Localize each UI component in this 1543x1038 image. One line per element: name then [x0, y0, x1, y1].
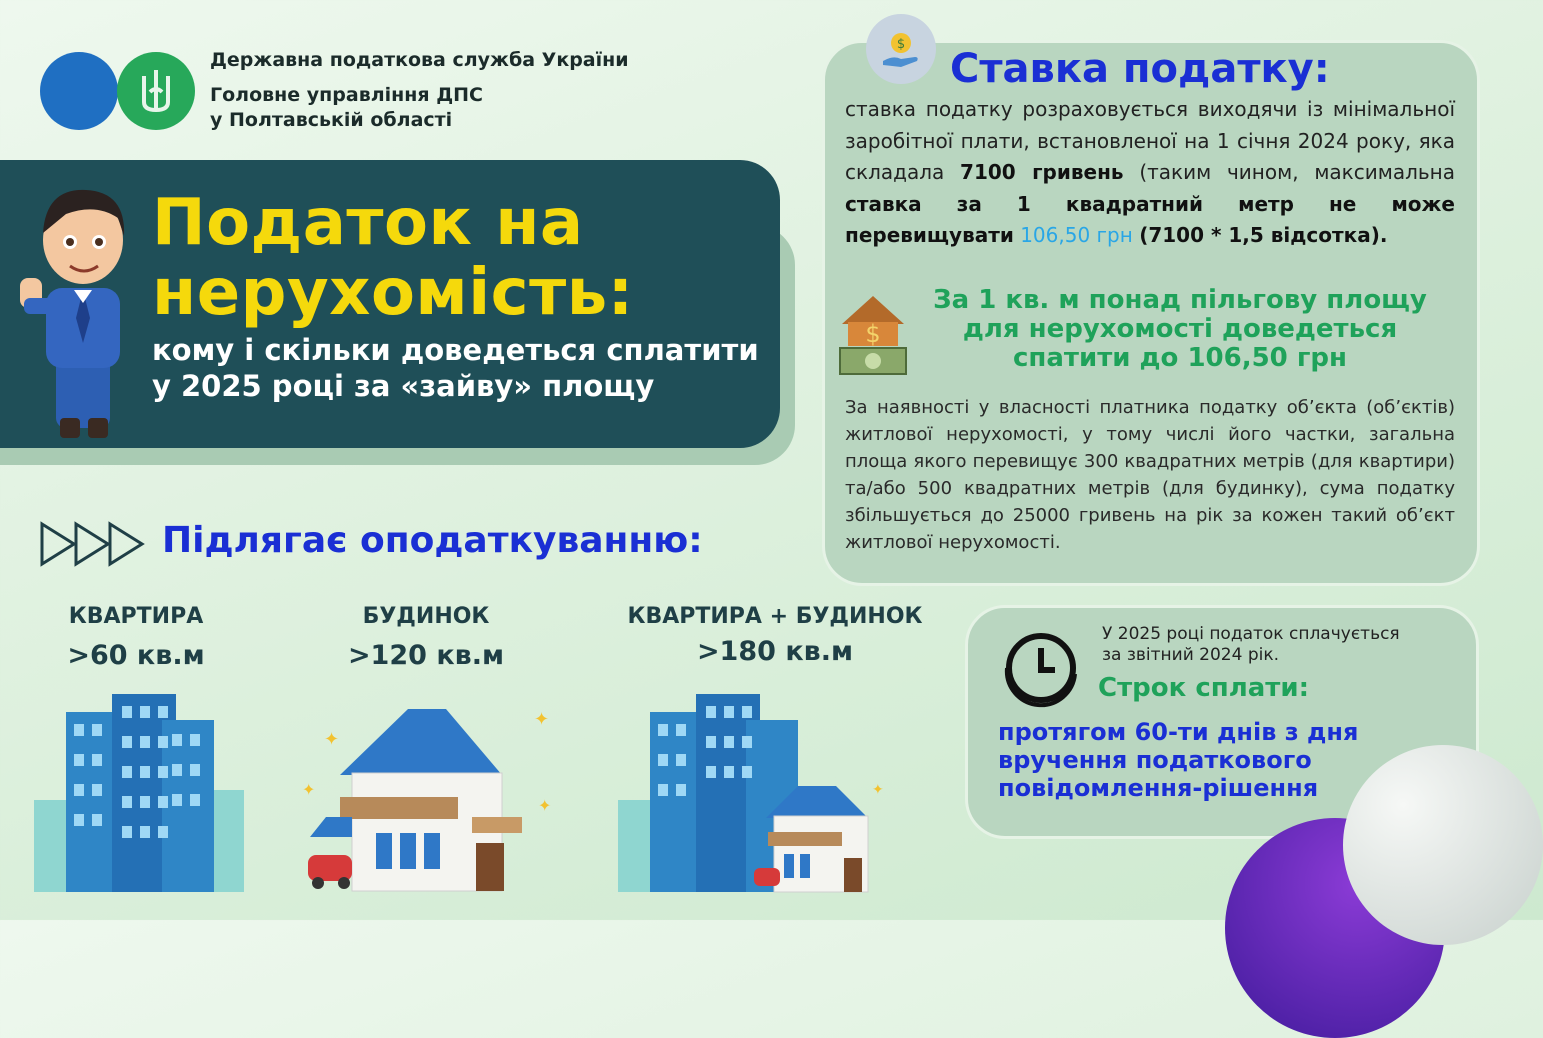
- svg-text:✦: ✦: [538, 796, 552, 815]
- rate-text-part-2: (таким чином, максимальна: [1139, 160, 1455, 184]
- deadline-text: [998, 718, 1358, 802]
- rate-max-value: 106,50 грн: [1020, 223, 1133, 247]
- money-hand-icon: [866, 14, 936, 84]
- org-line-1: Державна податкова служба України: [210, 49, 629, 71]
- organization-name: [210, 48, 629, 133]
- excess-line-3: спатити до 106,50 грн: [1012, 343, 1347, 373]
- title-line-1: Податок на: [152, 186, 584, 260]
- title-line-2: нерухомість:: [152, 256, 634, 330]
- svg-text:✦: ✦: [872, 782, 884, 798]
- trident-logo: [117, 52, 195, 130]
- deadline-title: Строк сплати:: [1098, 673, 1309, 703]
- deadline-line-3: повідомлення-рішення: [998, 774, 1319, 802]
- rate-formula: (7100 * 1,5 відсотка).: [1139, 223, 1388, 247]
- trident-icon: [117, 52, 195, 130]
- note-line-1: У 2025 році податок сплачується: [1102, 624, 1400, 644]
- note-line-2: за звітний 2024 рік.: [1102, 645, 1280, 665]
- excess-line-2: для нерухомості доведеться: [962, 314, 1398, 344]
- apartment-and-house-icon: [618, 690, 888, 892]
- svg-text:✦: ✦: [302, 780, 316, 799]
- svg-text:✦: ✦: [324, 729, 340, 750]
- clock-icon: [997, 624, 1085, 712]
- tax-rate-text: [845, 94, 1455, 252]
- rate-text-part-1: ставка податку розраховується виходячи із мінімальної заробітної плати, встановленої на 1 січня 2024 року, яка складала: [845, 97, 1455, 184]
- org-line-3: у Полтавській області: [210, 109, 453, 131]
- rate-min-wage: 7100 гривень: [960, 160, 1124, 184]
- luxury-tax-description: За наявності у власності платника податку об’єкта (об’єктів) житлової нерухомості, у тому числі його частки, загальна площа якого перевищує 300 квадратних метрів (для квартири) та/або 500 квадратних метрів (для будинку), сума податку збільшується до 25000 гривень на рік за кожен такий об’єкт житлової нерухомості.: [845, 397, 1455, 553]
- triple-arrow-icon: [40, 518, 150, 570]
- house-icon: [296, 705, 552, 892]
- decorative-grey-circle: [1343, 745, 1543, 945]
- excess-line-1: За 1 кв. м понад пільгову площу: [933, 285, 1427, 315]
- svg-text:✦: ✦: [534, 709, 550, 730]
- deadline-line-1: протягом 60-ти днів з дня: [998, 718, 1359, 746]
- page-subtitle: [152, 332, 759, 404]
- subtitle-line-1: кому і скільки доведеться сплатити: [152, 333, 759, 367]
- deadline-line-2: вручення податкового: [998, 746, 1312, 774]
- category-apartment-label: КВАРТИРА: [68, 604, 204, 629]
- page-title: [152, 188, 634, 328]
- org-line-2: Головне управління ДПС: [210, 84, 484, 106]
- house-dollar-icon: [838, 292, 908, 376]
- logo-blue-circle: [40, 52, 118, 130]
- taxable-heading: Підлягає оподаткуванню:: [162, 520, 703, 561]
- excess-area-headline: [905, 286, 1455, 373]
- category-both-area: >180 кв.м: [696, 636, 854, 667]
- tax-rate-title: Ставка податку:: [950, 46, 1330, 92]
- category-both-label: КВАРТИРА + БУДИНОК: [627, 604, 923, 629]
- businessman-illustration: [6, 178, 146, 446]
- payment-year-note: [1102, 624, 1400, 666]
- subtitle-line-2: у 2025 році за «зайву» площу: [152, 369, 655, 403]
- category-house-area: >120 кв.м: [347, 640, 505, 671]
- category-apartment-area: >60 кв.м: [67, 640, 205, 671]
- apartment-building-icon: [34, 690, 244, 892]
- rate-max-label: ставка за 1 квадратний метр не може перевищувати: [845, 191, 1455, 247]
- svg-text:$: $: [865, 320, 881, 348]
- svg-text:$: $: [896, 37, 906, 52]
- category-house-label: БУДИНОК: [362, 604, 490, 629]
